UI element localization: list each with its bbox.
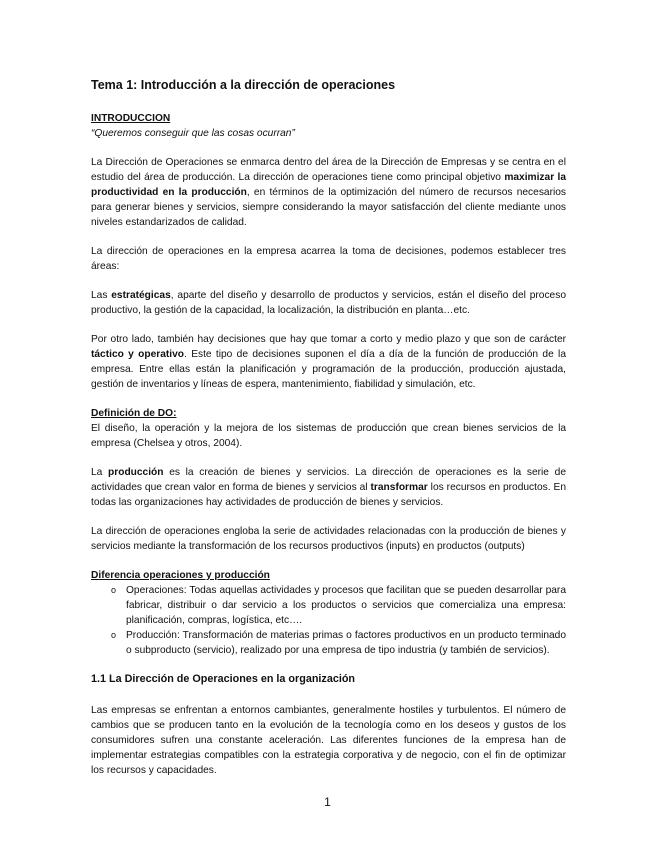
section-1-1-text: Las empresas se enfrentan a entornos cambiantes, generalmente hostiles y turbulentos. El número de cambios que se producen tanto en la evolución de la tecnología como en los deseos y gustos de los consumidores sufren una constante aceleración. Las diferentes funciones de la empresa han de implementar estrategias compatibles con la estrategia corporativa y de negocio, con el fin de optimizar los recursos y capacidades. [91, 705, 566, 776]
list-item [91, 628, 566, 658]
paragraph-4-text-b: . Este tipo de decisiones suponen el día a día de la función de producción de la empresa. Entre ellas están la planificación y programación de la producción, producción ajustada, gestión de inventarios y líneas de espera, mantenimiento, fiabilidad y simulación, etc. [91, 349, 566, 390]
difference-list [91, 583, 566, 658]
list-item-text: Producción: Transformación de materias primas o factores productivos en un producto terminado o subproducto (servicio), realizado por una empresa de tipo industria (y también de servicios). [126, 630, 566, 656]
paragraph-6: La dirección de operaciones engloba la serie de actividades relacionadas con la producción de bienes y servicios mediante la transformación de los recursos productivos (inputs) en productos (outputs) [91, 526, 566, 552]
paragraph-4 [91, 332, 566, 392]
bullet-marker: o [111, 585, 117, 595]
page-number: 1 [324, 795, 331, 809]
paragraph-3-text-a: Las [91, 290, 112, 301]
definition-text: El diseño, la operación y la mejora de los sistemas de producción que crean bienes servicios de la empresa (Chelsea y otros, 2004). [91, 423, 566, 449]
paragraph-3-bold: estratégicas [111, 290, 171, 301]
page-content [91, 76, 566, 778]
paragraph-5 [91, 465, 566, 510]
paragraph-5-text-c: los recursos en productos. En todas las organizaciones hay actividades de producción de bienes y servicios. [91, 482, 566, 508]
paragraph-4-bold: táctico y operativo [91, 349, 185, 360]
paragraph-1-bold: maximizar la productividad en la producción [91, 172, 567, 198]
list-item [91, 583, 566, 628]
list-item-text: Operaciones: Todas aquellas actividades y procesos que facilitan que se pueden desarrollar para fabricar, distribuir o dar servicio a los productos o servicios que comercializa una empresa: planificación, compras, logística, etc…. [126, 585, 566, 626]
paragraph-5-text-a: La [91, 467, 109, 478]
paragraph-5-bold-1: producción [108, 467, 164, 478]
paragraph-3 [91, 288, 566, 318]
paragraph-3-text-b: , aparte del diseño y desarrollo de productos y servicios, están el diseño del proceso productivo, la gestión de la capacidad, la localización, la distribución en planta…etc. [91, 290, 566, 316]
paragraph-2: La dirección de operaciones en la empresa acarrea la toma de decisiones, podemos establecer tres áreas: [91, 246, 566, 272]
paragraph-1 [91, 155, 566, 230]
paragraph-4-text-a: Por otro lado, también hay decisiones que hay que tomar a corto y medio plazo y que son de carácter [91, 334, 566, 345]
difference-heading: Diferencia operaciones y producción [91, 570, 270, 581]
paragraph-5-bold-2: transformar [370, 482, 428, 493]
intro-heading: INTRODUCCION [91, 113, 171, 124]
paragraph-1-text-a: La Dirección de Operaciones se enmarca dentro del área de la Dirección de Empresas y se centra en el estudio del área de producción. La dirección de operaciones tiene como principal objetivo [91, 157, 566, 183]
definition-heading: Definición de DO: [91, 408, 177, 419]
paragraph-1-text-b: , en términos de la optimización del número de recursos necesarios para generar bienes y servicios, siempre considerando la mayor satisfacción del cliente mediante unos niveles estandarizados de calidad. [91, 187, 566, 228]
paragraph-5-text-b: es la creación de bienes y servicios. La dirección de operaciones es la serie de actividades que crean valor en forma de bienes y servicios al [91, 467, 566, 493]
page-title: Tema 1: Introducción a la dirección de operaciones [91, 78, 396, 92]
bullet-marker: o [111, 630, 117, 640]
section-1-1-heading: 1.1 La Dirección de Operaciones en la organización [91, 673, 356, 685]
intro-quote: “Queremos conseguir que las cosas ocurran” [91, 128, 295, 139]
